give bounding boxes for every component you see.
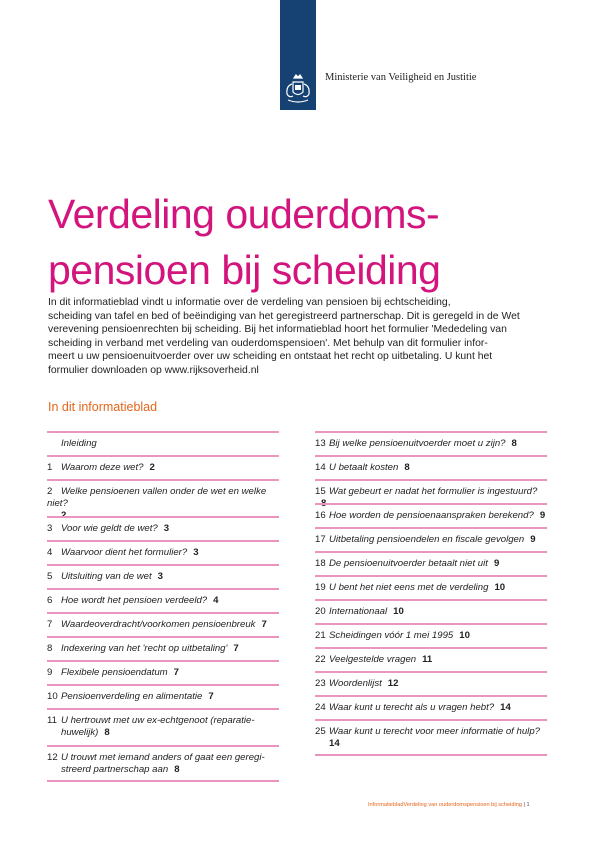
intro-line: In dit informatieblad vindt u informatie over de verdeling van pensioen bij echtscheiding, [48,297,451,308]
toc-entry-text: Waarom deze wet? [61,462,144,473]
toc-entry-text: Waarvoor dient het formulier? [61,547,188,558]
toc-entry[interactable] [315,551,547,575]
page-footer [368,802,530,808]
toc-entry-page: 2 [149,462,155,473]
toc-entry[interactable] [315,575,547,599]
toc-entry-page: 4 [213,595,219,606]
toc-entry-text: Wat gebeurt er nadat het formulier is ingestuurd? [329,486,538,497]
toc-entry-number: 21 [315,630,326,641]
toc-entry[interactable] [315,647,547,671]
toc-entry-text: U trouwt met iemand anders of gaat een geregi- [61,752,265,763]
toc-entry-page: 11 [422,654,433,665]
toc-entry-number: 19 [315,582,326,593]
toc-entry-text-continued: huwelijk) [61,727,99,738]
toc-entry-page: 7 [261,619,267,630]
title-line: Verdeling ouderdoms- [48,191,440,237]
toc-entry-page: 8 [174,764,180,775]
toc-entry-text: Hoe wordt het pensioen verdeeld? [61,595,208,606]
intro-paragraph [48,296,548,378]
toc-left-column [47,431,279,782]
toc-entry-text: Inleiding [61,438,97,449]
toc-entry-number: 4 [47,547,53,558]
toc-entry-number: 23 [315,678,326,689]
toc-entry-number: 1 [47,462,53,473]
toc-entry-number: 12 [47,752,58,763]
toc-entry-number: 2 [47,486,53,497]
intro-line: scheiding van tafel en bed of beëindiging van het geregistreerd partnerschap. Dit is geregeld in de Wet [48,310,520,322]
toc-entry-number: 24 [315,702,326,713]
toc-entry-text: Flexibele pensioendatum [61,667,168,678]
toc-entry-number: 25 [315,726,326,737]
toc-entry-number: 16 [315,510,326,521]
toc-entry-number: 15 [315,486,326,497]
toc-entry-number: 17 [315,534,326,545]
toc-entry[interactable] [47,660,279,684]
toc-entry-number: 20 [315,606,326,617]
toc-entry-page: 10 [494,582,506,593]
toc-entry-page: 14 [500,702,511,713]
toc-entry[interactable] [47,745,279,782]
toc-entry-text: U bent het niet eens met de verdeling [329,582,489,593]
footer-title: Verdeling van ouderdomspensioen bij scheiding [403,802,522,808]
toc-entry-text: De pensioenuitvoerder betaalt niet uit [329,558,488,569]
toc-entry-number: 14 [315,462,326,473]
toc-entry-page: 9 [493,558,500,569]
toc-entry-page: 14 [329,738,340,749]
toc-entry-number: 3 [47,523,53,534]
ministry-name: Ministerie van Veiligheid en Justitie [325,72,477,83]
intro-line: scheiding in verband met verdeling van ouderdomspensioen'. Met behulp van dit formulier infor- [48,337,488,349]
toc-entry-text: Uitsluiting van de wet [61,571,152,582]
toc-entry-number: 10 [47,691,58,702]
toc-entry-text-continued: streerd partnerschap aan [61,764,169,775]
toc-entry-text: Bij welke pensioenuitvoerder moet u zijn? [329,438,506,449]
toc-entry-text: U betaalt kosten [329,462,399,473]
coat-of-arms-icon [283,72,313,106]
toc-entry-page: 2 [61,510,67,521]
toc-entry[interactable] [47,684,279,708]
toc-entry-number: 13 [315,438,326,449]
toc-entry-number: 11 [47,715,57,726]
intro-line: verevening pensioenrechten bij scheiding. Bij het informatieblad hoort het formulier 'Mededeling van [48,324,507,336]
toc-entry-text: Waardeoverdracht/voorkomen pensioenbreuk [61,619,256,630]
toc-entry[interactable] [47,479,279,521]
toc-entry[interactable] [47,612,279,636]
toc-entry-number: 18 [315,558,326,569]
toc-entry[interactable] [315,527,547,551]
toc-entry-text: Welke pensioenen vallen onder de wet en welke niet? [47,486,267,509]
toc-entry-text: Veelgestelde vragen [329,654,417,665]
toc-entry-page: 12 [387,678,399,689]
toc-entry-page: 8 [511,438,517,449]
intro-line: meert u uw pensioenuitvoerder over uw scheiding en ontstaat het recht op uitbetaling. U kunt het [48,351,493,363]
toc-entry-page: 10 [459,630,470,641]
toc-entry-text: Scheidingen vóór 1 mei 1995 [329,630,454,641]
toc-entry[interactable] [315,455,547,479]
toc-entry-page: 3 [157,571,163,582]
toc-entry-page: 7 [173,667,180,678]
toc-entry-number: 22 [315,654,326,665]
toc-entry-number: 8 [47,643,53,654]
toc-entry-text: U hertrouwt met uw ex-echtgenoot (reparatie- [61,715,255,726]
toc-entry-number: 6 [47,595,53,606]
toc-entry[interactable] [315,599,547,623]
government-logo-bar [280,0,316,110]
toc-entry-page: 8 [404,462,410,473]
toc-entry[interactable] [47,588,279,612]
toc-entry-page: 10 [393,606,404,617]
footer-label: Informatieblad [368,802,404,808]
toc-entry-page: 3 [193,547,199,558]
toc-entry-text: Hoe worden de pensioenaanspraken berekend? [329,510,534,521]
toc-entry[interactable] [47,564,279,588]
toc-entry[interactable] [47,636,279,660]
toc-entry-number: 9 [47,667,53,678]
toc-entry-text: Waar kunt u terecht als u vragen hebt? [329,702,495,713]
toc-entry-number: 5 [47,571,53,582]
toc-entry[interactable] [315,623,547,647]
toc-entry-page: 8 [104,727,110,738]
title-line: pensioen bij scheiding [48,247,441,293]
toc-entry[interactable] [315,695,547,719]
toc-entry[interactable] [47,455,279,479]
toc-entry-text: Uitbetaling pensioendelen en fiscale gevolgen [329,534,525,545]
toc-entry-intro[interactable] [47,431,279,455]
toc-entry[interactable] [315,431,547,455]
toc-entry-page: 7 [233,643,239,654]
toc-entry[interactable] [315,479,547,509]
toc-entry-text: Waar kunt u terecht voor meer informatie of hulp? [329,726,540,737]
toc-entry-page: 8 [321,498,327,509]
toc-entry-text: Voor wie geldt de wet? [61,523,158,534]
toc-entry-page: 3 [163,523,170,534]
toc-entry-number: 7 [47,619,53,630]
page-title [48,186,568,298]
footer-page-number: | 1 [523,802,530,808]
toc-entry[interactable] [315,503,547,527]
toc-entry-page: 9 [530,534,536,545]
toc-entry-page: 7 [208,691,214,702]
intro-line: formulier downloaden op www.rijksoverheid.nl [48,364,259,376]
toc-entry[interactable] [315,671,547,695]
toc-entry[interactable] [47,708,279,745]
toc-entry-text: Internationaal [329,606,388,617]
toc-entry[interactable] [47,516,279,540]
toc-entry-page: 9 [539,510,546,521]
toc-entry-text: Indexering van het 'recht op uitbetaling' [61,643,228,654]
toc-entry-text: Woordenlijst [329,678,382,689]
toc-entry[interactable] [47,540,279,564]
toc-entry[interactable] [315,719,547,756]
toc-heading: In dit informatieblad [48,400,158,414]
toc-entry-text: Pensioenverdeling en alimentatie [61,691,203,702]
toc-right-column [315,431,547,756]
